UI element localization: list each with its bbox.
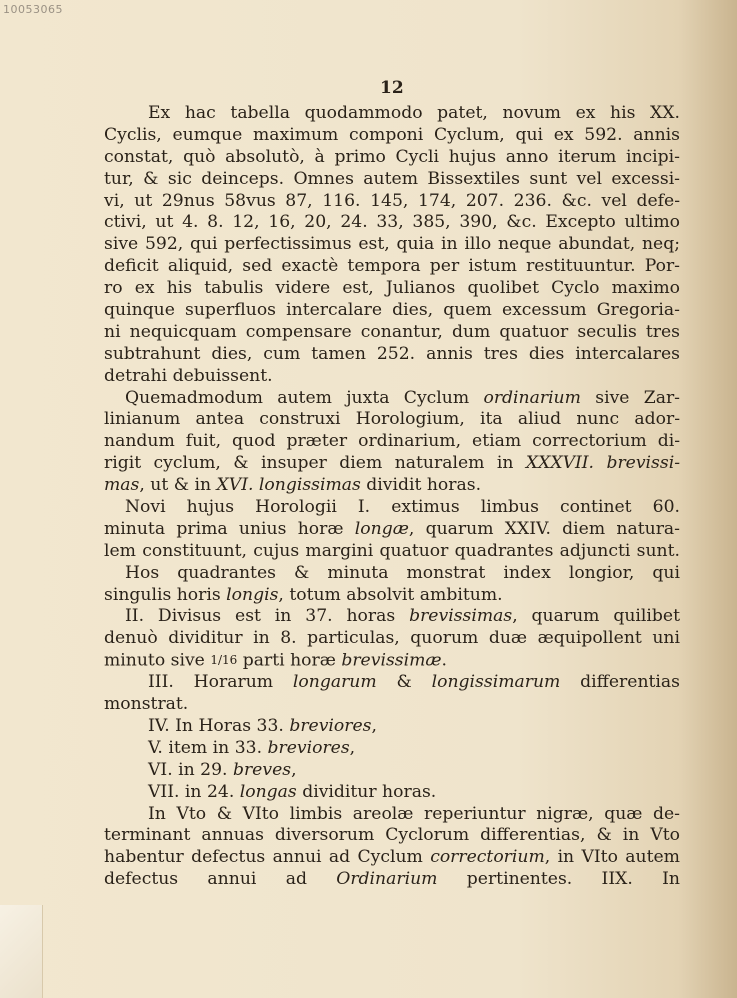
text-segment: . — [441, 650, 448, 671]
text-segment: constat, quò absolutò, à primo Cycli hujus anno iterum incipi- — [104, 146, 680, 167]
text-line — [104, 782, 680, 804]
text-segment: nandum fuit, quod præter ordinarium, etiam correctorium di- — [104, 431, 680, 452]
text-line — [104, 606, 680, 628]
italic-text: mas — [104, 475, 140, 496]
text-line — [104, 234, 680, 256]
text-segment: denuò dividitur in 8. particulas, quorum duæ æquipollent uni — [104, 628, 680, 649]
italic-text: breviores — [289, 715, 372, 736]
italic-text: Ordinarium — [336, 869, 438, 890]
text-line — [104, 519, 680, 541]
italic-text: XXXVII. brevissi- — [525, 453, 680, 474]
text-segment: lem constituunt, cujus margini quatuor quadrantes adjuncti sunt. — [104, 540, 680, 561]
text-segment: subtrahunt dies, cum tamen 252. annis tres dies intercalares — [104, 343, 680, 364]
text-segment: ctivi, ut 4. 8. 12, 16, 20, 24. 33, 385, 390, &c. Excepto ultimo — [104, 212, 680, 233]
text-segment: VI. in 29. — [148, 759, 233, 780]
text-line — [104, 694, 680, 716]
text-segment: IV. In Horas 33. — [148, 715, 290, 736]
text-segment: , totum absolvit ambitum. — [278, 584, 503, 605]
text-line — [104, 103, 680, 125]
text-segment: III. Horarum — [148, 672, 293, 693]
text-segment: tur, & sic deinceps. Omnes autem Bissextiles sunt vel excessi- — [104, 168, 680, 189]
text-segment: habentur defectus annui ad Cyclum — [104, 847, 431, 868]
text-segment: parti horæ — [237, 650, 342, 671]
text-segment: ni nequicquam compensare conantur, dum quatuor seculis tres — [104, 321, 680, 342]
text-segment: In Vto & VIto limbis areolæ reperiuntur nigræ, quæ de- — [148, 803, 680, 824]
italic-text: ordinarium — [483, 387, 581, 408]
text-line — [104, 563, 680, 585]
text-line — [104, 585, 680, 607]
text-segment: quinque superfluos intercalare dies, quem excessum Gregoria- — [104, 300, 680, 321]
text-segment: detrahi debuissent. — [104, 365, 273, 386]
italic-text: longarum — [292, 672, 377, 693]
text-segment: dividitur horas. — [296, 781, 437, 802]
text-line — [104, 869, 680, 891]
text-segment: , — [349, 737, 356, 758]
text-line — [104, 212, 680, 234]
text-line — [104, 541, 680, 563]
text-segment: II. Divisus est in 37. horas — [125, 606, 410, 627]
text-line — [104, 431, 680, 453]
text-line — [104, 278, 680, 300]
italic-text: breviores — [267, 737, 350, 758]
text-line — [104, 300, 680, 322]
text-segment: Quemadmodum autem juxta Cyclum — [125, 387, 484, 408]
text-segment: , — [371, 715, 377, 736]
text-segment: monstrat. — [104, 694, 189, 715]
page-number: 12 — [380, 78, 404, 98]
text-segment: VII. in 24. — [148, 781, 240, 802]
text-line — [104, 650, 680, 672]
text-segment: linianum antea construxi Horologium, ita aliud nunc ador- — [104, 409, 680, 430]
text-line — [104, 825, 680, 847]
text-line — [104, 716, 680, 738]
text-segment: , quarum XXIV. diem natura- — [408, 518, 680, 539]
text-line — [104, 322, 680, 344]
italic-text: brevissimas — [409, 606, 513, 627]
text-segment: dividit horas. — [360, 475, 482, 496]
text-line — [104, 409, 680, 431]
text-segment: terminant annuas diversorum Cyclorum differentias, & in Vto — [104, 825, 680, 846]
italic-text: breves — [232, 759, 292, 780]
text-segment: , — [291, 759, 297, 780]
text-line — [104, 497, 680, 519]
text-line — [104, 169, 680, 191]
text-segment: pertinentes. IIX. In — [437, 869, 680, 890]
text-segment: 1/16 — [210, 653, 238, 668]
italic-text: XVI. longissimas — [216, 475, 361, 496]
text-segment: Novi hujus Horologii I. extimus limbus continet 60. — [125, 497, 680, 518]
text-segment: sive Zar- — [580, 387, 680, 408]
italic-text: longissimarum — [431, 672, 561, 693]
text-line — [104, 672, 680, 694]
text-segment: rigit cyclum, & insuper diem naturalem in — [104, 453, 526, 474]
text-segment: Hos quadrantes & minuta monstrat index longior, qui — [125, 562, 680, 583]
body-text — [104, 103, 680, 891]
text-segment: vi, ut 29nus 58vus 87, 116. 145, 174, 207. 236. &c. vel defe- — [104, 190, 680, 211]
text-segment: differentias — [560, 672, 680, 693]
text-segment: V. item in 33. — [148, 737, 268, 758]
text-segment: Ex hac tabella quodammodo patet, novum ex his XX. — [148, 103, 680, 123]
text-line — [104, 628, 680, 650]
italic-text: longis — [226, 584, 279, 605]
text-line — [104, 256, 680, 278]
text-segment: minuto sive — [104, 650, 211, 671]
text-line — [104, 388, 680, 410]
text-line — [104, 847, 680, 869]
text-line — [104, 475, 680, 497]
text-segment: sive 592, qui perfectissimus est, quia in illo neque abundat, neq; — [104, 234, 680, 255]
text-segment: , ut & in — [139, 475, 217, 496]
italic-text: longas — [239, 781, 297, 802]
text-segment: ro ex his tabulis videre est, Julianos quolibet Cyclo maximo — [104, 278, 680, 299]
text-line — [104, 453, 680, 475]
text-segment: , in VIto autem — [544, 847, 680, 868]
text-line — [104, 191, 680, 213]
text-segment: defectus annui ad — [104, 869, 337, 890]
text-segment: deficit aliquid, sed exactè tempora per istum restituuntur. Por- — [104, 256, 680, 277]
italic-text: longæ — [354, 518, 409, 539]
text-segment: singulis horis — [104, 584, 227, 605]
text-segment: , quarum quilibet — [512, 606, 680, 627]
page-corner-fold — [0, 905, 43, 998]
text-segment: Cyclis, eumque maximum componi Cyclum, qui ex 592. annis — [104, 124, 680, 145]
text-segment: & — [376, 672, 432, 693]
text-line — [104, 366, 680, 388]
italic-text: correctorium — [430, 847, 545, 868]
italic-text: brevissimæ — [341, 650, 442, 671]
text-line — [104, 344, 680, 366]
text-line — [104, 147, 680, 169]
text-line — [104, 738, 680, 760]
scan-identifier: 10053065 — [3, 3, 63, 16]
text-segment: minuta prima unius horæ — [104, 518, 355, 539]
text-line — [104, 125, 680, 147]
text-line — [104, 760, 680, 782]
text-line — [104, 804, 680, 826]
